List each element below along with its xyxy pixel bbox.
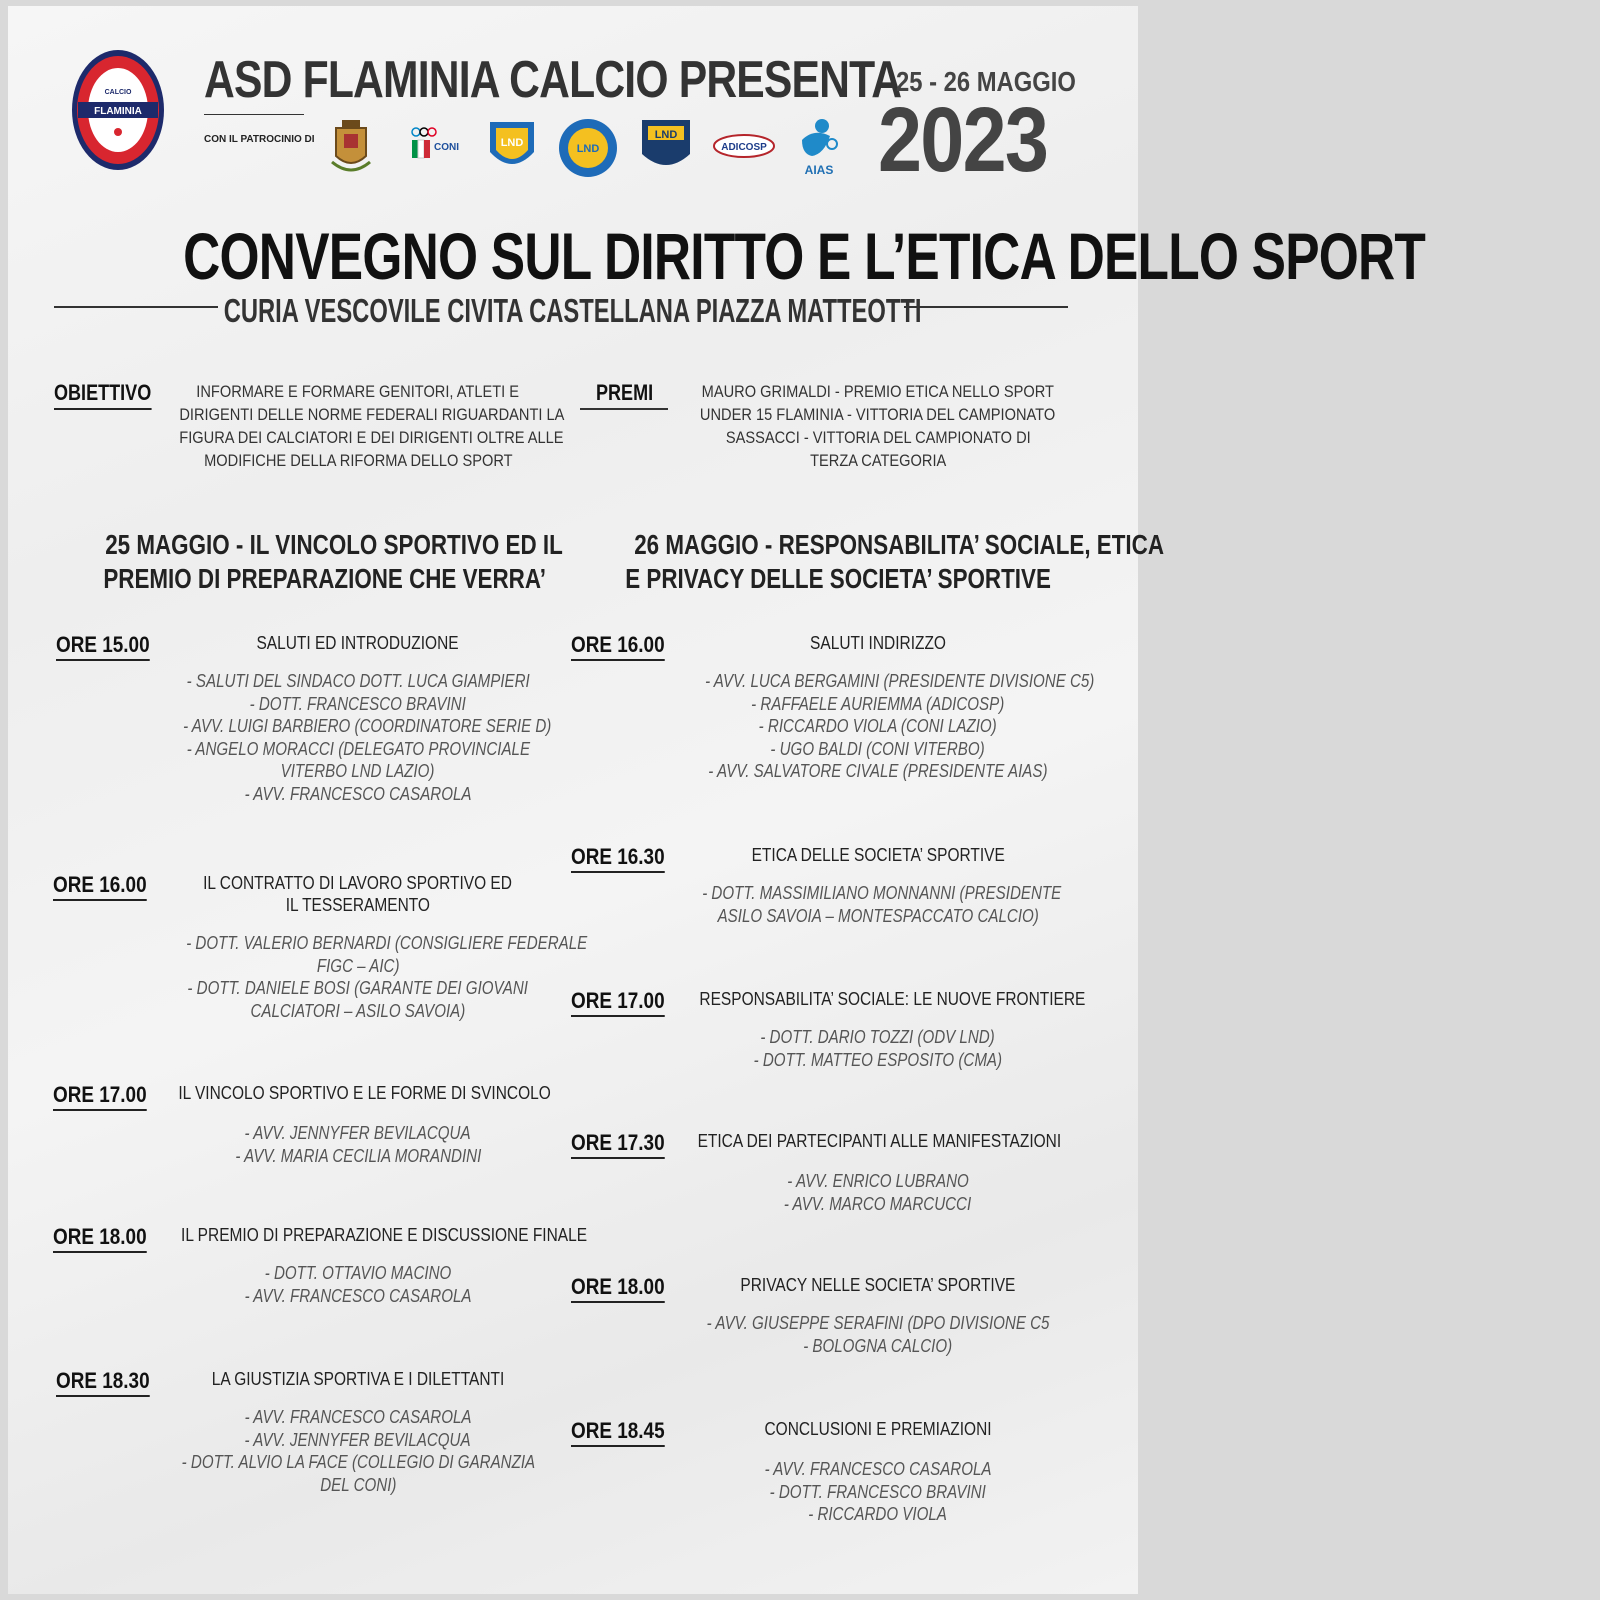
objective-label: OBIETTIVO bbox=[54, 380, 151, 410]
day1-session4-time: ORE 18.00 bbox=[53, 1224, 162, 1253]
adicosp-logo bbox=[712, 130, 776, 162]
event-dates: 25 - 26 MAGGIO bbox=[896, 66, 1076, 97]
event-presenter-title: ASD FLAMINIA CALCIO PRESENTA bbox=[204, 51, 902, 109]
day2-session2-topic: ETICA DELLE SOCIETA’ SPORTIVE bbox=[751, 845, 1005, 865]
objective-text: INFORMARE E FORMARE GENITORI, ATLETI E DIRIGENTI DELLE NORME FEDERALI RIGUARDANTI LA FIGURA DEI CALCIATORI E DEI DIRIGENTI OLTRE ALLE MODIFICHE DELLA RIFORMA DELLO SPORT bbox=[179, 382, 565, 470]
day2-session6-time: ORE 18.45 bbox=[571, 1418, 680, 1447]
day2-session1-speakers: - AVV. LUCA BERGAMINI (PRESIDENTE DIVISIONE C5) - RAFFAELE AURIEMMA (ADICOSP) - RICCARDO VIOLA (CONI LAZIO) - UGO BALDI (CONI VITERBO) - AVV. SALVATORE CIVALE (PRESIDENTE AIAS) bbox=[705, 671, 1095, 781]
coni-logo-text: CONI bbox=[434, 142, 459, 153]
day2-session4-speakers: - AVV. ENRICO LUBRANO - AVV. MARCO MARCUCCI bbox=[784, 1171, 972, 1214]
day2-session2-speakers: - DOTT. MASSIMILIANO MONNANNI (PRESIDENTE ASILO SAVOIA – MONTESPACCATO CALCIO) bbox=[702, 883, 1062, 926]
day1-session2-speakers: - DOTT. VALERIO BERNARDI (CONSIGLIERE FEDERALE FIGC – AIC) - DOTT. DANIELE BOSI (GARANTE DEI GIOVANI CALCIATORI – ASILO SAVOIA) bbox=[186, 933, 588, 1021]
day2-session3-speakers: - DOTT. DARIO TOZZI (ODV LND) - DOTT. MATTEO ESPOSITO (CMA) bbox=[753, 1027, 1003, 1070]
day1-session1-time: ORE 15.00 bbox=[56, 632, 165, 661]
day1-session5-time: ORE 18.30 bbox=[56, 1368, 165, 1397]
day2-session3-time: ORE 17.00 bbox=[571, 988, 680, 1017]
day1-session4-speakers: - DOTT. OTTAVIO MACINO - AVV. FRANCESCO CASAROLA bbox=[244, 1263, 472, 1306]
day1-session1-speakers: - SALUTI DEL SINDACO DOTT. LUCA GIAMPIERI - DOTT. FRANCESCO BRAVINI - AVV. LUIGI BARBIERO (COORDINATORE SERIE D) - ANGELO MORACCI (DELEGATO PROVINCIALE VITERBO LND LAZIO) - AVV. FRANCESCO CASAROLA bbox=[183, 671, 552, 804]
day1-session1-topic: SALUTI ED INTRODUZIONE bbox=[256, 633, 460, 653]
adicosp-logo-text: ADICOSP bbox=[721, 142, 767, 153]
aias-logo bbox=[794, 114, 844, 178]
day1-session4-topic: IL PREMIO DI PREPARAZIONE E DISCUSSIONE FINALE bbox=[181, 1225, 588, 1245]
day1-heading: 25 MAGGIO - IL VINCOLO SPORTIVO ED IL PREMIO DI PREPARAZIONE CHE VERRA’ bbox=[103, 529, 563, 594]
prizes-label: PREMI bbox=[596, 380, 653, 410]
day2-session4-topic: ETICA DEI PARTECIPANTI ALLE MANIFESTAZIONI bbox=[697, 1131, 1062, 1151]
day1-session5-topic: LA GIUSTIZIA SPORTIVA E I DILETTANTI bbox=[211, 1369, 505, 1389]
day2-session4-time: ORE 17.30 bbox=[571, 1130, 680, 1159]
day1-session3-time: ORE 17.00 bbox=[53, 1082, 162, 1111]
club-logo bbox=[70, 48, 166, 172]
day1-session3-topic: IL VINCOLO SPORTIVO E LE FORME DI SVINCOLO bbox=[178, 1083, 551, 1103]
day2-session6-topic: CONCLUSIONI E PREMIAZIONI bbox=[764, 1419, 992, 1439]
day2-session3-topic: RESPONSABILITA’ SOCIALE: LE NUOVE FRONTIERE bbox=[699, 989, 1086, 1009]
coni-logo bbox=[406, 118, 466, 168]
day1-session2-topic: IL CONTRATTO DI LAVORO SPORTIVO ED IL TESSERAMENTO bbox=[203, 873, 513, 915]
day2-session1-time: ORE 16.00 bbox=[571, 632, 680, 661]
day2-session6-speakers: - AVV. FRANCESCO CASAROLA - DOTT. FRANCESCO BRAVINI - RICCARDO VIOLA bbox=[764, 1459, 992, 1524]
day2-session5-time: ORE 18.00 bbox=[571, 1274, 680, 1303]
event-year: 2023 bbox=[878, 89, 1048, 191]
day2-session2-time: ORE 16.30 bbox=[571, 844, 680, 873]
lnd-lazio-logo-text: LND bbox=[576, 143, 600, 155]
civita-castellana-crest-logo bbox=[326, 118, 376, 178]
day2-session5-topic: PRIVACY NELLE SOCIETA’ SPORTIVE bbox=[740, 1275, 1016, 1295]
day2-session1-topic: SALUTI INDIRIZZO bbox=[810, 633, 946, 653]
club-logo-name: FLAMINIA bbox=[94, 106, 142, 117]
lnd-viterbo-logo-text: LND bbox=[654, 129, 678, 141]
aias-logo-text: AIAS bbox=[804, 163, 834, 177]
main-title: CONVEGNO SUL DIRITTO E L’ETICA DELLO SPORT bbox=[183, 219, 1426, 293]
prizes-text: MAURO GRIMALDI - PREMIO ETICA NELLO SPORT UNDER 15 FLAMINIA - VITTORIA DEL CAMPIONATO SASSACCI - VITTORIA DEL CAMPIONATO DI TERZA CATEGORIA bbox=[700, 382, 1056, 470]
lnd-shield-logo-text: LND bbox=[500, 137, 524, 149]
day2-heading: 26 MAGGIO - RESPONSABILITA’ SOCIALE, ETICA E PRIVACY DELLE SOCIETA’ SPORTIVE bbox=[625, 529, 1165, 594]
patron-label: CON IL PATROCINIO DI bbox=[204, 134, 315, 145]
venue: CURIA VESCOVILE CIVITA CASTELLANA PIAZZA MATTEOTTI bbox=[224, 292, 922, 329]
lnd-shield-logo bbox=[486, 118, 538, 178]
day1-session5-speakers: - AVV. FRANCESCO CASAROLA - AVV. JENNYFER BEVILACQUA - DOTT. ALVIO LA FACE (COLLEGIO DI GARANZIA DEL CONI) bbox=[181, 1407, 536, 1495]
club-logo-calcio: CALCIO bbox=[104, 89, 132, 96]
day1-session2-time: ORE 16.00 bbox=[53, 872, 162, 901]
prizes-underline bbox=[580, 408, 668, 410]
lnd-viterbo-logo bbox=[640, 118, 692, 178]
title-underline bbox=[204, 114, 304, 115]
day1-session3-speakers: - AVV. JENNYFER BEVILACQUA - AVV. MARIA CECILIA MORANDINI bbox=[235, 1123, 481, 1166]
poster bbox=[8, 6, 1426, 1594]
lnd-lazio-logo bbox=[558, 118, 618, 178]
day2-session5-speakers: - AVV. GIUSEPPE SERAFINI (DPO DIVISIONE C5 - BOLOGNA CALCIO) bbox=[706, 1313, 1050, 1356]
